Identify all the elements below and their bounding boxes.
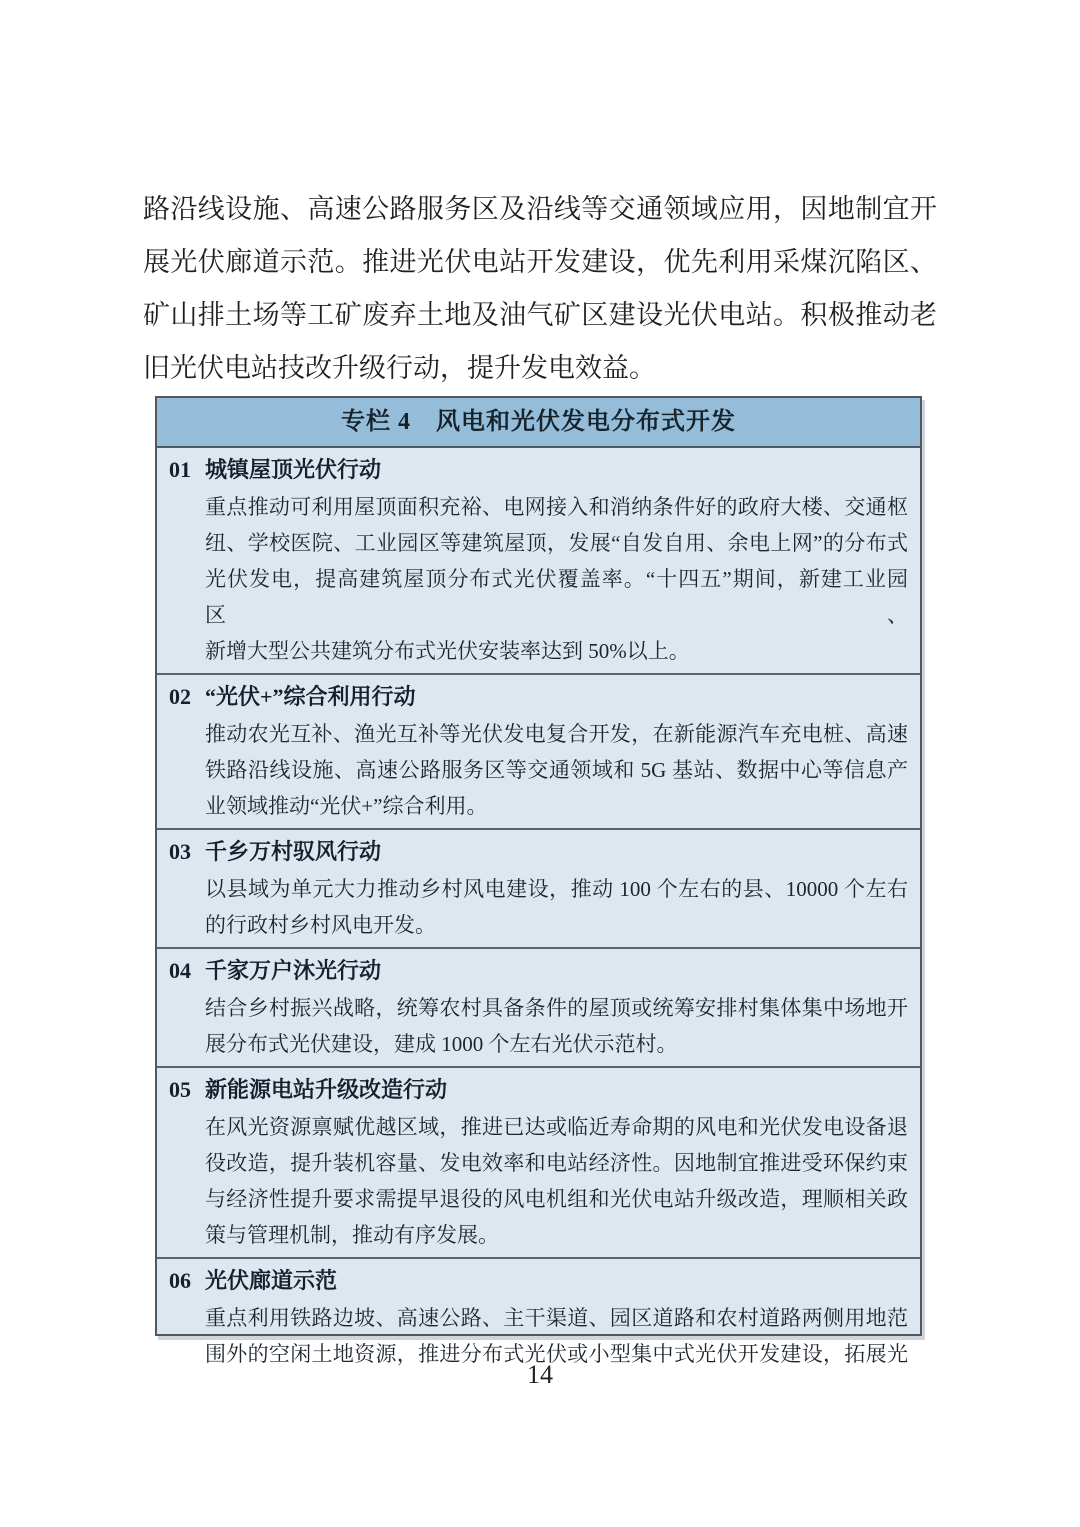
section-title-row [169, 678, 908, 716]
intro-paragraph [143, 183, 937, 395]
box-section [157, 828, 920, 947]
box-section [157, 1066, 920, 1257]
section-title: “光伏+”综合利用行动 [205, 684, 416, 709]
section-title: 城镇屋顶光伏行动 [205, 457, 382, 482]
section-title: 千家万户沐光行动 [205, 958, 382, 983]
section-title: 千乡万村驭风行动 [205, 839, 382, 864]
section-title-row [169, 952, 908, 990]
section-body-line: 纽、学校医院、工业园区等建筑屋顶，发展“自发自用、余电上网”的分布式 [205, 531, 908, 555]
section-title-row [169, 833, 908, 871]
section-body-line: 在风光资源禀赋优越区域，推进已达或临近寿命期的风电和光伏发电设备退 [205, 1115, 908, 1139]
section-title-row [169, 1262, 908, 1300]
section-body-line: 役改造，提升装机容量、发电效率和电站经济性。因地制宜推进受环保约束 [205, 1151, 908, 1175]
box-section [157, 448, 920, 673]
box-section [157, 1257, 920, 1376]
section-body-line: 围外的空闲土地资源，推进分布式光伏或小型集中式光伏开发建设，拓展光 [205, 1342, 908, 1366]
section-body-line: 展分布式光伏建设，建成 1000 个左右光伏示范村。 [205, 1032, 678, 1056]
section-body-line: 业领域推动“光伏+”综合利用。 [205, 794, 488, 818]
section-number: 04 [169, 958, 191, 983]
section-body-line: 策与管理机制，推动有序发展。 [205, 1223, 499, 1247]
box-section [157, 673, 920, 828]
page-number: 14 [527, 1360, 553, 1389]
section-body-line: 与经济性提升要求需提早退役的风电机组和光伏电站升级改造，理顺相关政 [205, 1187, 908, 1211]
callout-box-header: 专栏 4 风电和光伏发电分布式开发 [157, 398, 920, 448]
section-number: 02 [169, 684, 191, 709]
section-number: 01 [169, 457, 191, 482]
intro-line: 旧光伏电站技改升级行动，提升发电效益。 [143, 353, 656, 383]
section-title-row [169, 1071, 908, 1109]
section-title: 光伏廊道示范 [205, 1268, 338, 1293]
section-body-line: 推动农光互补、渔光互补等光伏发电复合开发，在新能源汽车充电桩、高速 [205, 722, 908, 746]
intro-line: 矿山排土场等工矿废弃土地及油气矿区建设光伏电站。积极推动老 [143, 300, 937, 330]
section-title: 新能源电站升级改造行动 [205, 1077, 448, 1102]
callout-box [155, 396, 922, 1366]
section-body-line: 结合乡村振兴战略，统筹农村具备条件的屋顶或统筹安排村集体集中场地开 [205, 996, 908, 1020]
section-body-line: 重点利用铁路边坡、高速公路、主干渠道、园区道路和农村道路两侧用地范 [205, 1306, 908, 1330]
box-section [157, 947, 920, 1066]
section-body-line: 新增大型公共建筑分布式光伏安装率达到 50%以上。 [205, 639, 690, 663]
section-number: 05 [169, 1077, 191, 1102]
section-title-row [169, 451, 908, 489]
section-number: 03 [169, 839, 191, 864]
section-body-line: 铁路沿线设施、高速公路服务区等交通领域和 5G 基站、数据中心等信息产 [205, 758, 908, 782]
section-body-line: 的行政村乡村风电开发。 [205, 913, 436, 937]
callout-box-body [157, 448, 920, 1366]
intro-line: 路沿线设施、高速公路服务区及沿线等交通领域应用，因地制宜开 [143, 194, 937, 224]
section-number: 06 [169, 1268, 191, 1293]
section-body-line: 光伏发电，提高建筑屋顶分布式光伏覆盖率。“十四五”期间，新建工业园区、 [205, 567, 908, 627]
section-body-line: 以县域为单元大力推动乡村风电建设，推动 100 个左右的县、10000 个左右 [205, 877, 908, 901]
intro-line: 展光伏廊道示范。推进光伏电站开发建设，优先利用采煤沉陷区、 [143, 247, 937, 277]
section-body-line: 重点推动可利用屋顶面积充裕、电网接入和消纳条件好的政府大楼、交通枢 [205, 495, 908, 519]
